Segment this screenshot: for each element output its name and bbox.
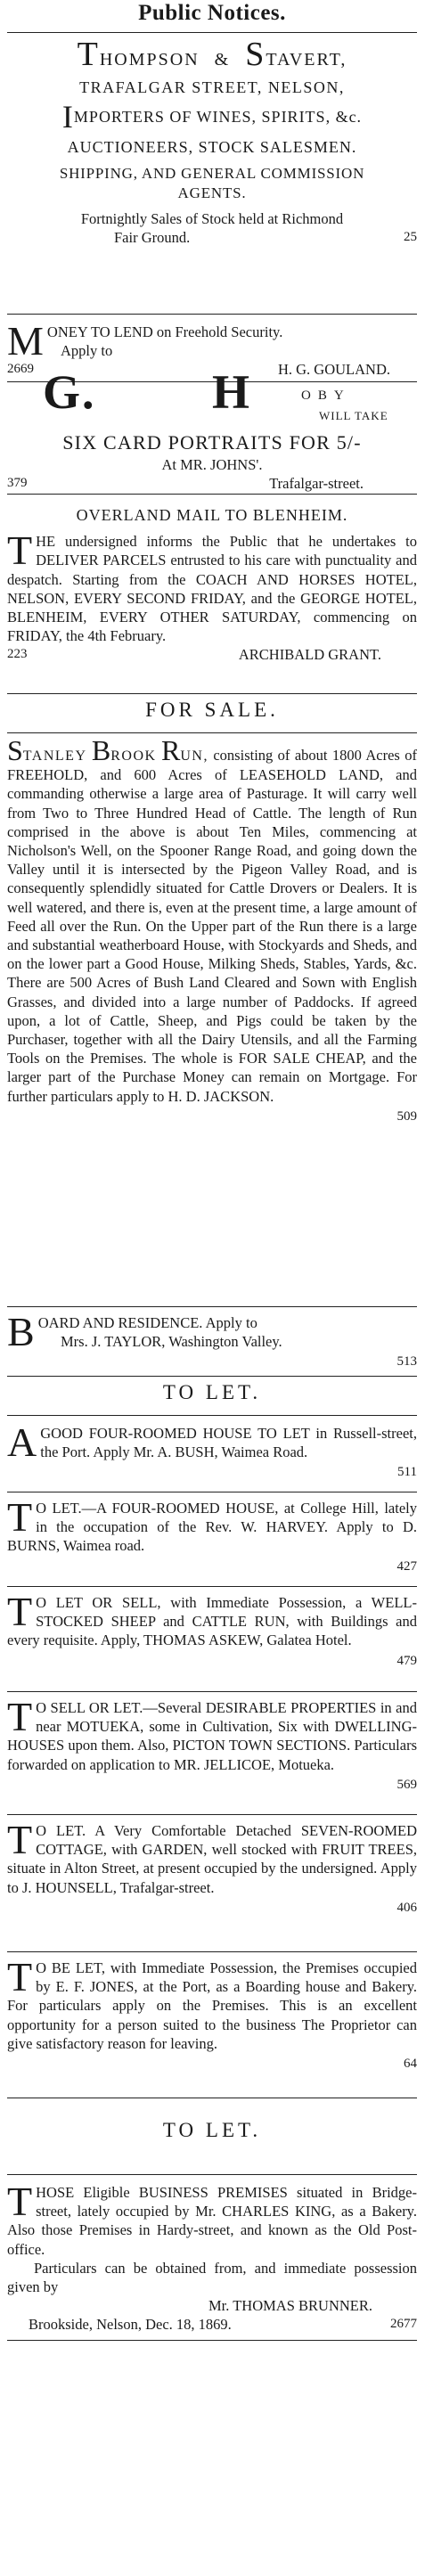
ad-text: O LET. A Very Comfortable Detached SEVEN-ROOMED COTTAGE, with GARDEN, well stocked with FRUIT TREES, situate in Alton Street, at present occupied by the undersigned. Apply to J. HOUNSELL, Trafalgar-street.	[7, 1822, 417, 1896]
divider	[7, 314, 417, 315]
drop-cap: T	[7, 2179, 33, 2224]
sales-line-2: Fair Ground.	[114, 229, 191, 247]
ad-overland-mail	[7, 506, 417, 665]
ad-text: O BE LET, with Immediate Possession, the Premises occupied by E. F. JONES, at the Port, as a Boarding house and Bakery. For particulars apply on the Premises. This is an excellent opportunity for a person suited to the business The Proprietor can give satisfactory reason for leaving.	[7, 1959, 417, 2052]
ad-number: 223	[7, 647, 28, 662]
drop-cap: I	[61, 99, 74, 135]
section-title: TO LET.	[162, 1381, 262, 1403]
section-title: FOR SALE.	[145, 699, 279, 721]
page-title: Public Notices.	[138, 1, 286, 25]
ad-text: consisting of about 1800 Acres of FREEHOLD, and 600 Acres of LEASEHOLD LAND, and commanding otherwise a large area of Pasturage. It will carry well from Two to Three Hundred Head of Cattle. The length of Run comprised in the above is about Ten Miles, commencing at Nicholson's Well, on the Spooner Range Road, and going down the Valley until it is intersected by the Pigeon Valley Road, and is consequently splendidly situated for Cattle Drovers or Dealers. It is well watered, and there is, even at the present time, a large amount of Feed all over the Run. On the Upper part of the Run there is a large and substantial weatherboard House, with Stockyards and Sheds, and on the lower part a Good House, Milking Sheds, Stables, Yards, &c. There are 500 Acres of Bush Land Cleared and Sown with English Grasses, and divided into a large number of Paddocks. If agreed upon, a lot of Cattle, Sheep, and Pigs could be taken by the Purchaser, together with all the Dairy Utensils, and all the Farming Tools on the Premises. The whole is FOR SALE CHEAP, and the larger part of the Purchase Money can remain on Mortgage. For further particulars apply to H. D. JACKSON.	[7, 747, 418, 1105]
ad-number: 511	[397, 1465, 417, 1480]
street-line: TRAFALGAR STREET, NELSON,	[79, 78, 345, 96]
divider	[7, 1691, 417, 1692]
drop-cap: T	[7, 1589, 33, 1634]
ad-number: 479	[396, 1653, 417, 1668]
advertiser-name: ARCHIBALD GRANT.	[238, 646, 381, 664]
ad-text: O SELL OR LET.—Several DESIRABLE PROPERTIES in and near MOTUEKA, some in Cultivation, Six with DWELLING-HOUSES upon them. Also, PICTON TOWN SECTIONS. Particulars forwarded on application to MR. JELLICOE, Motueka.	[7, 1699, 417, 1773]
ad-stanley-brook-run	[7, 734, 418, 1126]
divider	[7, 2340, 417, 2341]
section-title: TO LET.	[162, 2119, 262, 2141]
ad-number: 64	[404, 2057, 417, 2072]
ad-board-residence	[7, 1309, 417, 1372]
drop-cap: T	[7, 1694, 33, 1739]
ad-number: 379	[7, 476, 28, 491]
ad-number: 427	[396, 1558, 417, 1574]
drop-cap: T	[7, 527, 33, 574]
ad-business-premises	[7, 2179, 417, 2335]
place-date: Brookside, Nelson, Dec. 18, 1869.	[29, 2316, 232, 2334]
run-name-1: TANLEY	[22, 748, 87, 764]
ad-thompson-stavert	[7, 36, 417, 247]
section-header	[7, 1, 417, 25]
ad-number: 406	[396, 1900, 417, 1915]
divider	[7, 1586, 417, 1587]
ad-number: 513	[396, 1354, 417, 1370]
divider	[7, 1814, 417, 1815]
drop-cap: S	[245, 36, 266, 73]
ad-number: 509	[396, 1108, 417, 1124]
divider	[7, 732, 417, 733]
ad-text: O LET.—A FOUR-ROOMED HOUSE, at College Hill, lately in the occupation of the Rev. W. HARVEY. Apply to D. BURNS, Waimea road.	[7, 1500, 417, 1555]
ad-number: 25	[404, 230, 417, 245]
drop-cap: B	[91, 734, 111, 766]
divider	[7, 32, 417, 33]
divider	[7, 1415, 417, 1416]
ad-text: ONEY TO LEND on Freehold Security.	[46, 323, 283, 340]
ad-text: HE undersigned informs the Public that he undertakes to DELIVER PARCELS entrusted to his care with punctuality and despatch. Starting from the COACH AND HORSES HOTEL, NELSON, EVERY SECOND FRIDAY, and the GEORGE HOTEL, BLENHEIM, EVERY OTHER SATURDAY, commencing on FRIDAY, the 4th February.	[7, 533, 417, 645]
ad-text: OARD AND RESIDENCE. Apply to	[37, 1314, 257, 1331]
ad-text: HOSE Eligible BUSINESS PREMISES situated in Bridge-street, lately occupied by Mr. CHARLES KING, as a Bakery. Also those Premises in Hardy-street, and known as the Old Post-office.	[7, 2184, 417, 2258]
importers-line: MPORTERS OF WINES, SPIRITS, &c.	[73, 108, 363, 127]
drop-cap: R	[161, 734, 181, 766]
drop-cap: T	[77, 36, 100, 73]
sales-line: Fortnightly Sales of Stock held at Richmond	[80, 209, 344, 227]
hoby-name: OBY	[301, 388, 351, 403]
ad-number: 2669	[7, 362, 34, 377]
hoby-initial-h: H	[212, 365, 250, 419]
run-name-2: ROOK	[110, 748, 157, 764]
ad-boarding-house-bakery	[7, 1954, 417, 2073]
advertiser-name: Mr. THOMAS BRUNNER.	[208, 2297, 372, 2315]
divider	[7, 693, 417, 694]
ad-sheep-cattle-run	[7, 1589, 417, 1671]
ad-text: O LET OR SELL, with Immediate Possession, a WELL-STOCKED SHEEP and CATTLE RUN, with Buildings and every requisite. Apply, THOMAS ASKEW, Galatea Hotel.	[7, 1594, 417, 1649]
ad-text: GOOD FOUR-ROOMED HOUSE TO LET in Russell-street, the Port. Apply Mr. A. BUSH, Waimea Road.	[40, 1425, 417, 1461]
portraits-line: SIX CARD PORTRAITS FOR 5/-	[62, 431, 362, 454]
ad-number: 2677	[390, 2317, 417, 2332]
section-header	[7, 2121, 417, 2141]
street-line: Trafalgar-street.	[269, 475, 364, 493]
advertiser-name: H. G. GOULAND.	[277, 361, 390, 379]
agents-line: AGENTS.	[177, 184, 247, 201]
divider	[7, 1376, 417, 1377]
section-header	[7, 1383, 417, 1403]
run-name-3: UN,	[180, 748, 208, 764]
section-header	[7, 700, 417, 721]
will-take: WILL TAKE	[319, 409, 388, 422]
drop-cap: S	[7, 734, 23, 766]
drop-cap: T	[7, 1494, 33, 1540]
ad-four-roomed-house-college-hill	[7, 1494, 417, 1576]
ad-text-2: Apply to	[61, 342, 113, 360]
drop-cap: B	[7, 1309, 35, 1354]
divider	[7, 1306, 417, 1307]
drop-cap: T	[7, 1817, 33, 1862]
divider	[7, 1951, 417, 1952]
hoby-initial-g: G.	[43, 365, 96, 419]
ad-text-2: Mrs. J. TAYLOR, Washington Valley.	[61, 1333, 282, 1351]
divider	[7, 494, 417, 495]
drop-cap: T	[7, 1954, 33, 1999]
shipping-line: SHIPPING, AND GENERAL COMMISSION	[59, 165, 365, 183]
ampersand: &	[214, 50, 231, 70]
ad-text-2: Particulars can be obtained from, and immediate possession given by	[7, 2259, 417, 2296]
divider	[7, 2174, 417, 2175]
drop-cap: A	[7, 1419, 37, 1465]
at-line: At MR. JOHNS'.	[161, 456, 263, 474]
ad-four-roomed-house-russell	[7, 1419, 417, 1483]
ad-number: 569	[396, 1777, 417, 1792]
drop-cap: M	[7, 318, 44, 364]
firm-name-b: TAVERT,	[266, 50, 347, 70]
firm-name-a: HOMPSON	[99, 50, 200, 70]
ad-motueka-properties	[7, 1694, 417, 1795]
ad-heading: OVERLAND MAIL TO BLENHEIM.	[76, 506, 348, 524]
auctioneers-line: AUCTIONEERS, STOCK SALESMEN.	[67, 138, 357, 157]
ad-seven-roomed-cottage	[7, 1817, 417, 1918]
